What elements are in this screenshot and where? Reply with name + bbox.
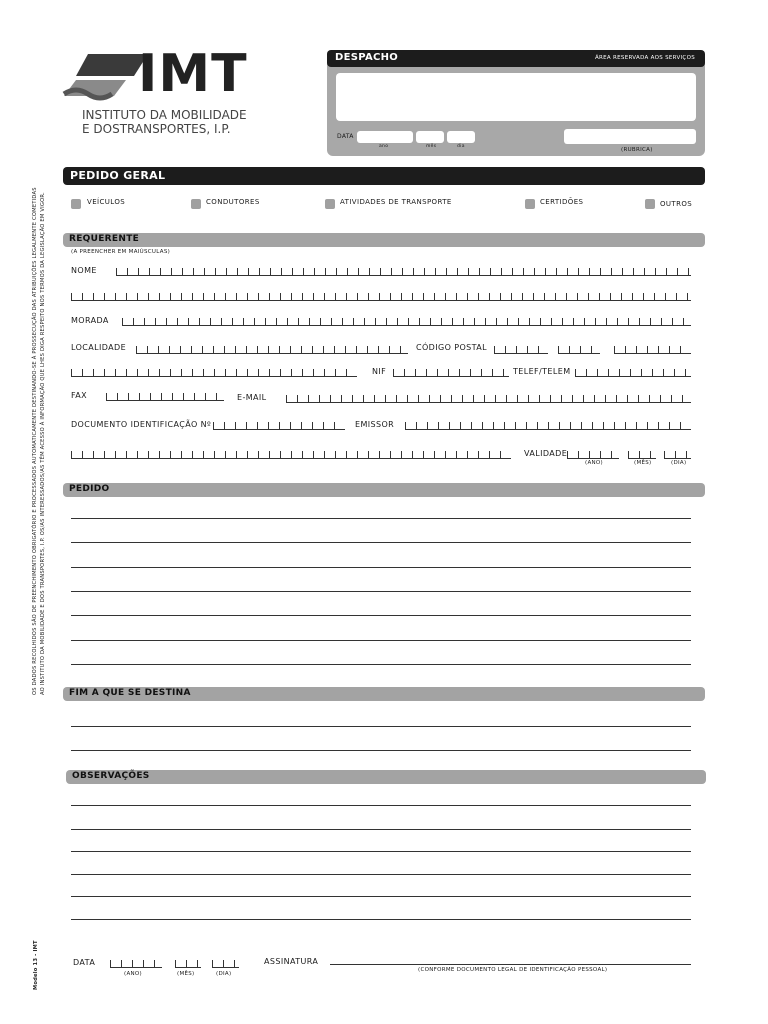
label-condutores: CONDUTORES xyxy=(206,198,260,206)
field-nome-cont[interactable] xyxy=(71,293,691,301)
field-nif[interactable] xyxy=(393,369,509,377)
pedido-line[interactable] xyxy=(71,518,691,519)
signature-line[interactable] xyxy=(330,964,691,965)
field-fax[interactable] xyxy=(106,393,224,401)
pedido-line[interactable] xyxy=(71,640,691,641)
model-number: Modelo 13 - IMT xyxy=(33,940,39,990)
fim-line[interactable] xyxy=(71,726,691,727)
pedido-geral-title: PEDIDO GERAL xyxy=(70,169,166,182)
despacho-field[interactable] xyxy=(336,73,696,121)
logo-acronym: IMT xyxy=(138,44,248,104)
uppercase-note: (A PREENCHER EM MAIÚSCULAS) xyxy=(71,249,171,255)
pedido-line[interactable] xyxy=(71,615,691,616)
fim-title: FIM A QUE SE DESTINA xyxy=(69,688,191,698)
field-doc-id[interactable] xyxy=(213,422,345,430)
checkbox-condutores[interactable] xyxy=(191,199,201,209)
imt-logo xyxy=(62,44,262,140)
label-morada: MORADA xyxy=(71,316,109,325)
despacho-day-field[interactable] xyxy=(447,131,475,143)
pedido-line[interactable] xyxy=(71,542,691,543)
label-emissor: EMISSOR xyxy=(355,420,395,429)
field-cp-2[interactable] xyxy=(558,346,600,354)
field-localidade[interactable] xyxy=(136,346,408,354)
checkbox-certidoes[interactable] xyxy=(525,199,535,209)
label-doc-id: DOCUMENTO IDENTIFICAÇÃO Nº xyxy=(71,420,212,429)
despacho-year-field[interactable] xyxy=(357,131,413,143)
observacoes-line[interactable] xyxy=(71,919,691,920)
legal-notice-line1: OS DADOS RECOLHIDOS SÃO DE PREENCHIMENTO OBRIGATÓRIO E PROCESSADOS AUTOMATICAMENTE DESTINANDO-SE À PROSSECUÇÃO DAS ATRIBUIÇÕES LEGALMENTE COMETIDAS xyxy=(32,187,38,695)
rubrica-field[interactable] xyxy=(564,129,696,144)
despacho-box xyxy=(327,50,705,156)
label-outros: OUTROS xyxy=(660,200,693,208)
field-cp-3[interactable] xyxy=(614,346,691,354)
checkbox-veiculos[interactable] xyxy=(71,199,81,209)
footer-year-field[interactable] xyxy=(110,960,162,968)
label-localidade: LOCALIDADE xyxy=(71,343,127,352)
observacoes-line[interactable] xyxy=(71,874,691,875)
pedido-title: PEDIDO xyxy=(69,484,110,494)
field-validade-dia[interactable] xyxy=(664,451,691,459)
label-telef: TELEF/TELEM xyxy=(513,367,571,376)
observacoes-title: OBSERVAÇÕES xyxy=(72,771,150,781)
validade-mes-caption: (MÊS) xyxy=(634,460,652,466)
observacoes-line[interactable] xyxy=(71,829,691,830)
logo-name-line2: E DOSTRANSPORTES, I.P. xyxy=(82,122,231,136)
validade-ano-caption: (ANO) xyxy=(585,460,603,466)
signature-note: (CONFORME DOCUMENTO LEGAL DE IDENTIFICAÇÃO PESSOAL) xyxy=(418,967,608,973)
footer-month-caption: (MÊS) xyxy=(177,971,195,977)
field-validade-mes[interactable] xyxy=(628,451,656,459)
label-fax: FAX xyxy=(71,391,88,400)
field-cp-1[interactable] xyxy=(494,346,548,354)
observacoes-line[interactable] xyxy=(71,896,691,897)
observacoes-bar xyxy=(66,770,706,784)
footer-date-label: DATA xyxy=(73,958,96,967)
despacho-year-caption: ano xyxy=(379,144,389,149)
label-email: E-MAIL xyxy=(237,393,267,402)
checkbox-atividades[interactable] xyxy=(325,199,335,209)
fim-bar xyxy=(63,687,705,701)
field-email[interactable] xyxy=(286,395,691,403)
pedido-line[interactable] xyxy=(71,591,691,592)
despacho-date-label: DATA xyxy=(337,133,354,140)
legal-notice-line2: AO INSTITUTO DA MOBILIDADE E DOS TRANSPORTES, I.P. OS/AS INTERESSADOS/AS TÊM ACESSO À INFORMAÇÃO QUE LHES DIGA RESPEITO NOS TERMOS DA LEGISLAÇÃO EM VIGOR. xyxy=(40,192,46,695)
footer-month-field[interactable] xyxy=(175,960,201,968)
label-nome: NOME xyxy=(71,266,97,275)
requerente-title: REQUERENTE xyxy=(69,234,140,244)
label-validade: VALIDADE xyxy=(524,449,568,458)
despacho-header xyxy=(327,50,705,67)
field-morada[interactable] xyxy=(122,318,691,326)
field-telef[interactable] xyxy=(575,369,691,377)
rubrica-caption: (RUBRICA) xyxy=(621,147,653,153)
fim-line[interactable] xyxy=(71,750,691,751)
despacho-month-field[interactable] xyxy=(416,131,444,143)
despacho-day-caption: dia xyxy=(457,144,465,149)
reserved-area-label: ÁREA RESERVADA AOS SERVIÇOS xyxy=(594,55,695,61)
label-veiculos: VEÍCULOS xyxy=(87,198,126,206)
requerente-bar xyxy=(63,233,705,247)
pedido-geral-bar xyxy=(63,167,705,185)
label-certidoes: CERTIDÕES xyxy=(540,198,584,206)
field-nome[interactable] xyxy=(116,268,691,276)
field-doc-id-cont[interactable] xyxy=(71,451,511,459)
validade-dia-caption: (DIA) xyxy=(671,460,687,466)
despacho-title: DESPACHO xyxy=(335,52,399,63)
logo-name-line1: INSTITUTO DA MOBILIDADE xyxy=(82,108,247,122)
label-atividades: ATIVIDADES DE TRANSPORTE xyxy=(340,198,452,206)
pedido-bar xyxy=(63,483,705,497)
pedido-line[interactable] xyxy=(71,567,691,568)
footer-year-caption: (ANO) xyxy=(124,971,142,977)
field-emissor[interactable] xyxy=(405,422,691,430)
checkbox-outros[interactable] xyxy=(645,199,655,209)
pedido-line[interactable] xyxy=(71,664,691,665)
field-validade-ano[interactable] xyxy=(567,451,619,459)
field-localidade-cont[interactable] xyxy=(71,369,357,377)
signature-label: ASSINATURA xyxy=(264,957,319,966)
label-nif: NIF xyxy=(372,367,387,376)
despacho-month-caption: mês xyxy=(426,144,437,149)
observacoes-line[interactable] xyxy=(71,851,691,852)
footer-day-caption: (DIA) xyxy=(216,971,232,977)
footer-day-field[interactable] xyxy=(212,960,239,968)
observacoes-line[interactable] xyxy=(71,805,691,806)
label-codigo-postal: CÓDIGO POSTAL xyxy=(416,343,488,352)
